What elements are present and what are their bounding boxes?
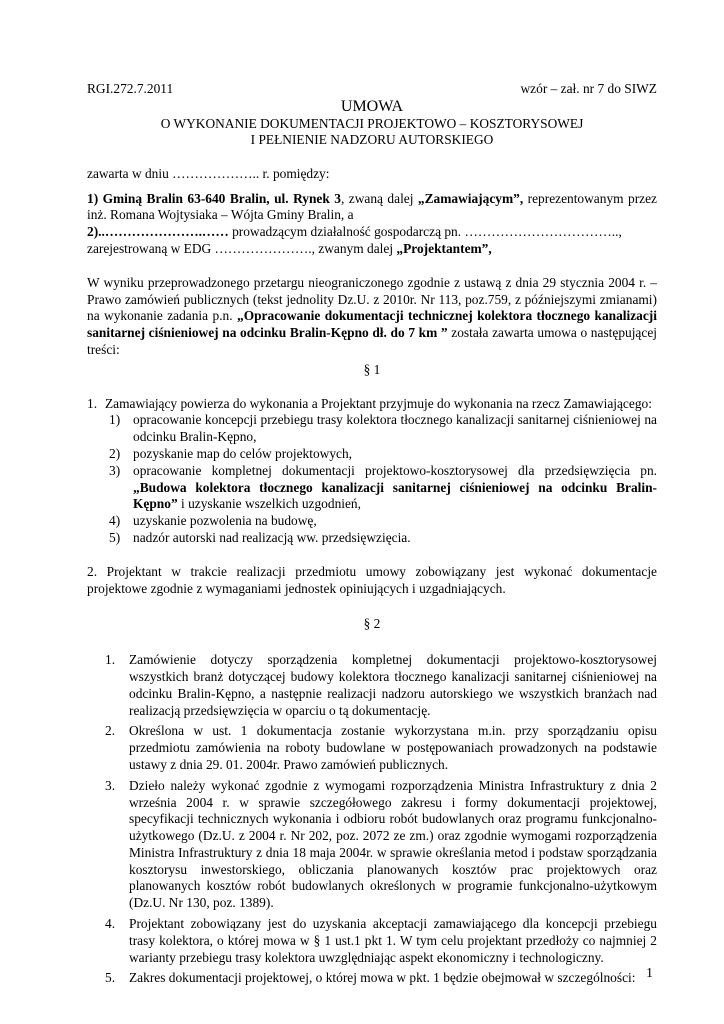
s2-item-text: Określona w ust. 1 dokumentacja zostanie wykorzystana m.in. przy sporządzaniu opisu przedmiotu zamówienia na roboty budowlane w postępowaniach prowadzonych na podstawie ustawy z dnia 29. 01. 2004r. Prawo zamówień publicznych. bbox=[129, 723, 657, 772]
party-1-representative: reprezentowanym przez inż. Romana Wojtysiaka – Wójta Gminy Bralin, a bbox=[87, 190, 657, 223]
party-1-name: 1) Gminą Bralin 63-640 Bralin, ul. Rynek 3 bbox=[87, 190, 341, 206]
s1-item-number: 4) bbox=[109, 513, 121, 529]
party-1-role: „Zamawiającym”, bbox=[417, 190, 524, 206]
preamble-task-name: „Opracowanie dokumentacji technicznej kolektora tłocznego kanalizacji sanitarnej ciśnieniowej na odcinku Bralin-Kępno dł. do 7 km ” bbox=[87, 308, 657, 341]
template-note: wzór – zał. nr 7 do SIWZ bbox=[520, 81, 657, 96]
document-header bbox=[87, 81, 657, 98]
preamble bbox=[87, 275, 657, 359]
party-2-role: „Projektantem”, bbox=[396, 240, 492, 256]
s1-item-text: opracowanie koncepcji przebiegu trasy kolektora tłocznego kanalizacji sanitarnej ciśnieniowej na odcinku Bralin-Kępno, bbox=[133, 412, 657, 445]
preamble-text: W wyniku przeprowadzonego przetargu nieograniczonego zgodnie z ustawą z dnia 29 stycznia 2004 r. – Prawo zamówień publicznych (tekst jednolity Dz.U. z 2010r. Nr 113, poz.759, z późniejszymi zmianami) na wykonanie zadania p.n. bbox=[87, 274, 657, 324]
s1-item bbox=[99, 513, 657, 530]
s2-item-text: Dzieło należy wykonać zgodnie z wymogami rozporządzenia Ministra Infrastruktury z dnia 2 września 2004 r. w sprawie szczegółowego zakresu i formy dokumentacji projektowej, specyfikacji technicznych wykonania i odbioru robót budowlanych oraz programu funkcjonalno-użytkowego (Dz.U. z 2004 r. Nr 202, poz. 2072 ze zm.) oraz zgodnie wymogami rozporządzenia Ministra Infrastruktury z dnia 18 maja 2004r. w sprawie określania metod i podstaw sporządzania kosztorysu inwestorskiego, obliczania planowanych kosztów prac projektowych oraz planowanych kosztów robót budowlanych określonych w programie funkcjonalno-użytkowym (Dz.U. Nr 130, poz. 1389). bbox=[129, 777, 657, 911]
party-1-text: , zwaną dalej bbox=[340, 190, 418, 206]
section-2-heading: § 2 bbox=[363, 616, 381, 632]
party-2-edg: zarejestrowaną w EDG …………………., zwanym dalej bbox=[87, 240, 397, 256]
party-2 bbox=[87, 224, 657, 241]
document-title: UMOWA bbox=[340, 97, 404, 115]
s1-item-number: 2) bbox=[109, 445, 121, 461]
s2-list bbox=[87, 652, 657, 987]
s1-item-text: nadzór autorski nad realizacją ww. przedsięwzięcia. bbox=[133, 529, 411, 545]
s1-paragraph-1 bbox=[87, 396, 657, 547]
s1-item-text bbox=[133, 463, 657, 513]
s2-item-text: Zakres dokumentacji projektowej, o której mowa w pkt. 1 będzie obejmował w szczególności: bbox=[129, 970, 636, 986]
s2-item bbox=[87, 778, 657, 912]
party-1 bbox=[87, 191, 657, 225]
title-subline-1: O WYKONANIE DOKUMENTACJI PROJEKTOWO – KOSZTORYSOWEJ bbox=[160, 115, 584, 131]
title-subline-2: I PEŁNIENIE NADZORU AUTORSKIEGO bbox=[250, 132, 494, 148]
s2-item-number: 1. bbox=[105, 652, 116, 668]
s2-item-number: 5. bbox=[105, 970, 116, 986]
s1-item-text: uzyskanie pozwolenia na budowę, bbox=[133, 513, 317, 529]
s1-item bbox=[99, 530, 657, 547]
intro-line: zawarta w dniu ……………….. r. pomiędzy: bbox=[87, 165, 330, 181]
s2-item-text: Projektant zobowiązany jest do uzyskania akceptacji zamawiającego dla koncepcji przebiegu trasy kolektora, o której mowa w § 1 ust.1 pkt 1. W tym celu projektant przedłoży co najmniej 2 warianty przebiegu trasy kolektora uwzględniając aspekt ekonomiczny i technologiczny. bbox=[129, 916, 657, 965]
s1-item bbox=[99, 463, 657, 513]
s1-item-3-text: opracowanie kompletnej dokumentacji projektowo-kosztorysowej dla przedsięwzięcia pn. bbox=[133, 462, 657, 478]
s2-item-number: 3. bbox=[105, 777, 116, 793]
party-2-name: 2)..………………….…… bbox=[87, 224, 229, 240]
s2-item bbox=[87, 916, 657, 966]
s1-paragraph-1-text: Zamawiający powierza do wykonania a Projektant przyjmuje do wykonania na rzecz Zamawiającego: bbox=[105, 395, 652, 411]
document-page bbox=[87, 81, 657, 987]
s1-item-text: pozyskanie map do celów projektowych, bbox=[133, 445, 353, 461]
section-1-heading: § 1 bbox=[363, 361, 381, 377]
party-2-registration bbox=[87, 241, 657, 258]
s1-item-3-end: i uzyskanie wszelkich uzgodnień, bbox=[177, 496, 361, 512]
reference-number: RGI.272.7.2011 bbox=[87, 81, 174, 96]
s2-item bbox=[87, 723, 657, 773]
s2-item-number: 4. bbox=[105, 916, 116, 932]
s1-paragraph-2: 2. Projektant w trakcie realizacji przedmiotu umowy zobowiązany jest wykonać dokumentacje projektowe zgodnie z wymaganiami jednostek opiniujących i uzgadniających. bbox=[87, 563, 657, 596]
s2-item bbox=[87, 970, 657, 987]
s1-item bbox=[99, 446, 657, 463]
page-number: 1 bbox=[646, 966, 653, 981]
s2-item-number: 2. bbox=[105, 723, 116, 739]
s2-item-text: Zamówienie dotyczy sporządzenia kompletnej dokumentacji projektowo-kosztorysowej wszystkich branż dotyczącej budowy kolektora tłocznego kanalizacji sanitarnej ciśnieniowej na odcinku Bralin-Kępno, a następnie realizacji nadzoru autorskiego we wszystkich branżach nad realizacją przedsięwzięcia w oparciu o tą dokumentację. bbox=[129, 652, 657, 718]
s1-item bbox=[99, 412, 657, 446]
s1-paragraph-1-number: 1. bbox=[87, 395, 98, 411]
party-2-text: prowadzącym działalność gospodarczą pn. …………………………….., bbox=[228, 224, 622, 240]
preamble-end: została zawarta umowa o następującej treści: bbox=[87, 325, 657, 357]
s2-item bbox=[87, 652, 657, 719]
s1-item-number: 5) bbox=[109, 529, 121, 545]
s1-item-number: 3) bbox=[109, 462, 121, 478]
s1-item-number: 1) bbox=[109, 412, 121, 428]
s1-item-3-project-name: „Budowa kolektora tłocznego kanalizacji sanitarnej ciśnieniowej na odcinku Bralin-Kępno” bbox=[133, 479, 657, 512]
